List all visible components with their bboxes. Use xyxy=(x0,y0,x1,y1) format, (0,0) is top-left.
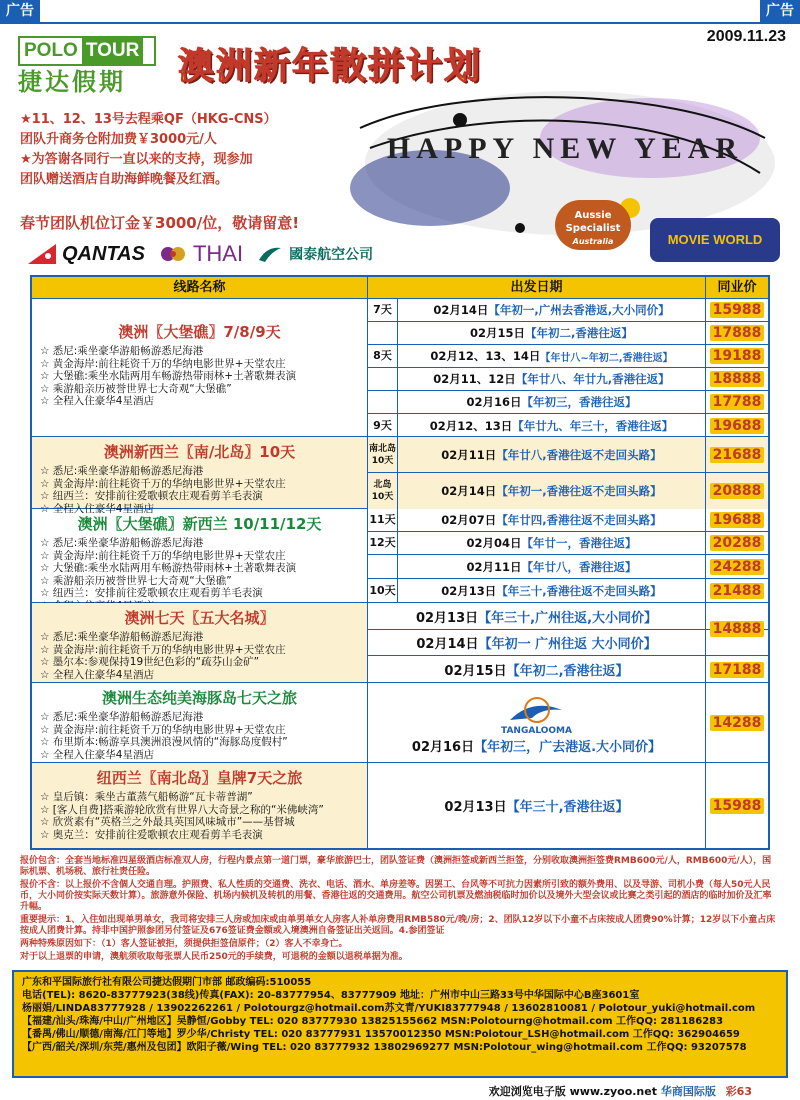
departure-date xyxy=(398,345,706,367)
note-paragraph: 报价不含：以上报价不含個人交通自理。护照费、私人性质的交通费、洗衣、电话、酒水、单房差等。因罢工、台风等不可抗力因素所引致的额外费用、以及导游、司机小费（每人50元人民币，大小同价按实际天数计算）。旅游意外保险、机场内候机及转机的用餐、香港往返的交通费用。航空公司机票及燃油税临时加价以及境外大型会议或比赛之类引起的酒店的临时加价及汇率升幅。 xyxy=(20,880,772,912)
list-item: ☆ 奥克兰：安排前往爱歌顿农庄观看剪羊毛表演 xyxy=(40,829,359,842)
route-info xyxy=(32,603,368,682)
list-item: ☆ 黄金海岸:前往耗资千万的华纳电影世界+天堂农庄 xyxy=(40,358,359,371)
price-value: 17188 xyxy=(710,662,765,678)
table-row xyxy=(368,763,768,848)
footer-website: 欢迎浏览电子版 www.zyoo.net xyxy=(488,1085,657,1098)
departure-date xyxy=(398,322,706,344)
date-value: 02月14日 xyxy=(416,637,479,652)
duration: 7天 xyxy=(368,299,398,321)
table-row xyxy=(368,414,768,437)
route-title: 纽西兰〖南北岛〗皇牌7天之旅 xyxy=(96,769,303,787)
duration xyxy=(368,322,398,344)
price-value: 15988 xyxy=(710,798,765,814)
duration xyxy=(368,555,398,578)
route-title: 澳洲七天〖五大名城〗 xyxy=(124,609,275,627)
note-paragraph: 重要提示：1、入住如出现单男单女，我司将安排三人房或加床或由单男单女人房客人补单房费用RMB580元/晚/房；2、团队12岁以下小童不占床按成人团费90%计算；12岁以下小童占床按成人团费计算。持非中国护照参团另付签证及676签证费金额或入境澳洲自备签证出关返回。4.参团签证 xyxy=(20,915,776,936)
date-note: 【年廿八~年初二,香港往返】 xyxy=(540,352,673,364)
date-value: 02月14日 xyxy=(441,484,497,498)
thai-text: THAI xyxy=(192,241,244,266)
price xyxy=(706,532,768,554)
list-item: ☆ 黄金海岸:前往耗资千万的华纳电影世界+天堂农庄 xyxy=(40,724,359,737)
date-note: 【年初一,广州去香港返,大小同价】 xyxy=(488,303,670,317)
price-value: 17888 xyxy=(710,325,765,341)
route-info xyxy=(32,763,368,848)
route-group xyxy=(32,299,768,437)
departure-date xyxy=(368,656,706,683)
route-group xyxy=(32,437,768,515)
date-note: 【年廿四,香港往返不走回头路】 xyxy=(496,513,662,527)
polo-tour-logo xyxy=(18,36,156,98)
note-paragraph: 两种特殊原因如下：（1）客人签证被拒，须提供拒签信原件；（2）客人不幸身亡。 xyxy=(20,939,348,949)
dolphin-icon xyxy=(502,696,572,726)
price xyxy=(706,414,768,437)
top-rule xyxy=(0,22,800,24)
header-date: 出发日期 xyxy=(368,277,706,298)
logo-polo-text: POLO xyxy=(20,38,82,64)
cathay-logo xyxy=(257,244,373,264)
route-group xyxy=(32,603,768,683)
date-note: 【年廿八、年廿九,香港往返】 xyxy=(515,372,670,386)
tangalooma-logo-text: TANGALOOMA xyxy=(501,726,572,736)
route-group xyxy=(32,509,768,603)
footer-brand: 华商国际版 xyxy=(660,1085,716,1098)
header-route: 线路名称 xyxy=(32,277,368,298)
list-item: ☆ 墨尔本:参观保持19世纪色彩的“疏芬山金矿” xyxy=(40,656,359,669)
departure-date xyxy=(398,579,706,603)
date-value: 02月12、13、14日 xyxy=(430,349,541,363)
table-row xyxy=(368,391,768,414)
promo-text xyxy=(20,110,350,190)
happy-new-year-text: HAPPY NEW YEAR xyxy=(386,132,744,165)
note-paragraph: 报价包含：全套当地标准四星级酒店标准双人房，行程内景点第一道门票，豪华旅游巴士，团队签证费（澳洲拒签或新西兰拒签，分别收取澳洲拒签费RMB600元/人，RMB600元/人），国际机票、机场税、旅行社责任险。 xyxy=(20,856,772,877)
list-item: ☆ 全程入住豪华4星酒店 xyxy=(40,503,359,516)
table-row xyxy=(368,299,768,322)
price-value: 21488 xyxy=(710,583,765,599)
contact-line: 【福建/汕头/珠海/中山/广州地区】吴静恒/Gobby TEL: 020 83777930 13825155662 MSN:Polotourng@hotmail.com 工作QQ: 281186283 xyxy=(22,1016,724,1027)
date-value: 02月13日 xyxy=(441,584,497,598)
table-row xyxy=(368,509,768,532)
departure-date xyxy=(398,391,706,413)
list-item: ☆ 悉尼:乘坐豪华游船畅游悉尼海港 xyxy=(40,711,359,724)
logo-chinese-text: 捷达假期 xyxy=(18,68,126,96)
list-item: ☆ 悉尼:乘坐豪华游船畅游悉尼海港 xyxy=(40,631,359,644)
date-note: 【年廿一，香港往返】 xyxy=(521,536,637,550)
contact-line: 杨丽娟/LINDA83777928 / 13902262261 / Polotourgz@hotmail.com苏文青/YUKI83777948 / 13602810081 / Polotour_yuki@hotmail.com xyxy=(22,1003,756,1014)
price xyxy=(706,391,768,413)
price xyxy=(706,437,768,472)
ad-label-right: 广告 xyxy=(760,0,800,22)
date-note: 【年初三，香港往返】 xyxy=(521,395,637,409)
table-row xyxy=(368,683,768,763)
list-item: ☆ 全程入住豪华4星酒店 xyxy=(40,749,359,762)
cathay-text: 國泰航空公司 xyxy=(289,247,374,263)
price-value: 15988 xyxy=(710,302,765,318)
departure-date xyxy=(398,437,706,472)
brushwing-icon xyxy=(257,244,283,264)
price xyxy=(706,656,768,683)
list-item: ☆ 黄金海岸:前往耗资千万的华纳电影世界+天堂农庄 xyxy=(40,550,359,563)
duration: 12天 xyxy=(368,532,398,554)
price-value: 20288 xyxy=(710,535,765,551)
price-value: 21688 xyxy=(710,447,765,463)
price-value: 18888 xyxy=(710,371,765,387)
list-item: ☆ 皇后镇：乘坐古董蒸气船畅游“瓦卡蒂普湖” xyxy=(40,791,359,804)
price-value: 14288 xyxy=(710,715,765,731)
list-item: ☆ 悉尼:乘坐豪华游船畅游悉尼海港 xyxy=(40,345,359,358)
list-item: ☆ 纽西兰：安排前往爱歌顿农庄观看剪羊毛表演 xyxy=(40,490,359,503)
note-paragraph: 对于以上退票的申请，澳航须收取每张票人民币250元的手续费，可退税的金额以退税单据为准。 xyxy=(20,952,408,962)
aussie-line2: Specialist xyxy=(565,223,621,234)
route-bullets xyxy=(40,711,359,761)
contact-line: 【广西/韶关/深圳/东莞/惠州及包团】欧阳子薇/Wing TEL: 020 83777932 13802969277 MSN:Polotour_wing@hotmail.com 工作QQ: 93207578 xyxy=(22,1042,747,1053)
departure-date xyxy=(398,414,706,437)
departure-date xyxy=(368,603,706,629)
departure-date xyxy=(398,473,706,509)
list-item: ☆ 全程入住豪华4星酒店 xyxy=(40,669,359,682)
date-value: 02月11日 xyxy=(441,447,497,462)
aussie-line1: Aussie xyxy=(574,210,612,221)
route-bullets xyxy=(40,537,359,612)
kangaroo-icon xyxy=(28,244,56,264)
logo-tour-text: TOUR xyxy=(82,38,143,64)
list-item: ☆ 大堡礁:乘坐水陆两用车畅游热带雨林+土著歌舞表演 xyxy=(40,562,359,575)
table-header xyxy=(32,277,768,299)
list-item: ☆ 黄金海岸:前往耗资千万的华纳电影世界+天堂农庄 xyxy=(40,644,359,657)
terms-notes xyxy=(20,856,780,965)
price xyxy=(706,555,768,578)
list-item: ☆ 悉尼:乘坐豪华游船畅游悉尼海港 xyxy=(40,465,359,478)
date-note: 【年三十,香港往返】 xyxy=(506,800,629,815)
date-note: 【年三十,广州往返,大小同价】 xyxy=(478,610,658,626)
date-value: 02月04日 xyxy=(466,536,522,550)
date-note: 【年初一 广州往返 大小同价】 xyxy=(478,637,657,652)
orchid-icon xyxy=(159,242,187,266)
date-note: 【年廿九、年三十，香港往返】 xyxy=(512,418,674,433)
list-item: ☆ 乘游船亲历被誉世界七大奇观“大堡礁” xyxy=(40,383,359,396)
list-item: ☆ 黄金海岸:前往耗资千万的华纳电影世界+天堂农庄 xyxy=(40,478,359,491)
departure-date xyxy=(398,368,706,390)
duration: 9天 xyxy=(368,414,398,437)
route-bullets xyxy=(40,631,359,681)
date-value: 02月07日 xyxy=(441,513,497,527)
price-value: 19688 xyxy=(710,418,765,434)
price xyxy=(706,345,768,367)
price-merged xyxy=(706,603,768,656)
departure-date xyxy=(368,683,706,763)
table-row xyxy=(368,579,768,603)
date-value: 02月12、13日 xyxy=(429,418,513,433)
qantas-logo xyxy=(28,243,145,266)
price-value: 19688 xyxy=(710,512,765,528)
departure-date xyxy=(398,299,706,321)
header-price: 同业价 xyxy=(717,280,757,295)
duration xyxy=(368,391,398,413)
list-item: ☆ 悉尼:乘坐豪华游船畅游悉尼海港 xyxy=(40,537,359,550)
table-row xyxy=(368,656,768,683)
route-bullets xyxy=(40,791,359,841)
route-info xyxy=(32,299,368,436)
table-row xyxy=(368,532,768,555)
promo-line: ★为答谢各同行一直以来的支持，现参加 xyxy=(20,152,253,167)
duration: 11天 xyxy=(368,509,398,531)
contact-panel xyxy=(12,970,788,1078)
qantas-text: QANTAS xyxy=(62,242,145,265)
route-info xyxy=(32,437,368,515)
date-value: 02月16日 xyxy=(466,395,522,409)
list-item: ☆ [客人自费]搭乘游轮欣赏有世界八大奇景之称的“米佛峡湾” xyxy=(40,804,359,817)
duration xyxy=(368,368,398,390)
departure-date xyxy=(398,532,706,554)
list-item: ☆ 欣赏素有“英格兰之外最具英国风味城市”——基督城 xyxy=(40,816,359,829)
date-value: 02月15日 xyxy=(444,664,507,679)
movie-world-logo: MOVIE WORLD xyxy=(650,218,780,262)
price-value: 19188 xyxy=(710,348,765,364)
list-item: ☆ 乘游船亲历被誉世界七大奇观“大堡礁” xyxy=(40,575,359,588)
date-note: 【年廿八,香港往返不走回头路】 xyxy=(496,447,662,462)
route-info xyxy=(32,683,368,762)
issue-date: 2009.11.23 xyxy=(706,28,786,45)
duration: 南北岛 10天 xyxy=(368,437,398,472)
contact-line: 【番禺/佛山/顺德/南海/江门等地】罗少华/Christy TEL: 020 83777931 13570012350 MSN:Polotour_LSH@hotmail.com 工作QQ: 362904659 xyxy=(22,1029,740,1040)
route-title: 澳洲〖大堡礁〗新西兰 10/11/12天 xyxy=(77,515,322,533)
route-group xyxy=(32,683,768,763)
list-item: ☆ 纽西兰：安排前往爱歌顿农庄观看剪羊毛表演 xyxy=(40,587,359,600)
table-row xyxy=(368,473,768,509)
date-note: 【年初三，广去港返.大小同价】 xyxy=(474,740,662,755)
date-note: 【年三十,香港往返不走回头路】 xyxy=(496,584,662,598)
price xyxy=(706,299,768,321)
page-number: 彩63 xyxy=(725,1085,752,1098)
price xyxy=(706,509,768,531)
list-item: ☆ 全程入住豪华4星酒店 xyxy=(40,395,359,408)
departure-date xyxy=(368,763,706,848)
route-group xyxy=(32,763,768,848)
route-title: 澳洲〖大堡礁〗7/8/9天 xyxy=(118,323,281,341)
route-title: 澳洲新西兰〖南/北岛〗10天 xyxy=(103,443,296,461)
date-note: 【年廿八，香港往返】 xyxy=(521,559,637,574)
date-value: 02月15日 xyxy=(470,326,526,340)
list-item: ☆ 布里斯本:畅游享具澳洲浪漫风情的“海豚岛度假村” xyxy=(40,736,359,749)
promo-line: ★11、12、13号去程乘QF（HKG-CNS） xyxy=(20,112,277,127)
date-value: 02月11日 xyxy=(466,559,522,574)
price xyxy=(706,683,768,763)
ad-label-left: 广告 xyxy=(0,0,40,22)
headline: 澳洲新年散拼计划 xyxy=(178,46,483,87)
table-row xyxy=(368,555,768,579)
date-value: 02月11、12日 xyxy=(433,372,516,386)
list-item: ☆ 大堡礁:乘坐水陆两用车畅游热带雨林+土著歌舞表演 xyxy=(40,370,359,383)
aussie-line3: Australia xyxy=(572,237,614,246)
date-value: 02月13日 xyxy=(415,610,479,626)
date-value: 02月16日 xyxy=(411,740,475,755)
price xyxy=(706,473,768,509)
price xyxy=(706,579,768,603)
table-row xyxy=(368,345,768,368)
table-row xyxy=(368,368,768,391)
contact-line: 广东和平国际旅行社有限公司捷达假期门市部 邮政编码:510055 xyxy=(22,977,312,988)
route-bullets xyxy=(40,345,359,408)
date-note: 【年初二,香港往返】 xyxy=(506,664,629,679)
route-bullets xyxy=(40,465,359,515)
price-value: 14888 xyxy=(710,621,765,637)
promo-line: 团队升商务仓附加费￥3000元/人 xyxy=(20,132,217,147)
date-value: 02月14日 xyxy=(433,303,489,317)
price-value: 24288 xyxy=(710,559,765,575)
contact-line: 电话(TEL): 8620-83777923(38线)传真(FAX): 20-83777954、83777909 地址：广州市中山三路33号中华国际中心B座3601室 xyxy=(22,990,640,1001)
price xyxy=(706,368,768,390)
price-value: 17788 xyxy=(710,394,765,410)
date-note: 【年初二,香港往返】 xyxy=(525,326,633,340)
duration: 北岛 10天 xyxy=(368,473,398,509)
date-value: 02月13日 xyxy=(444,800,507,815)
departure-date xyxy=(368,630,706,655)
duration: 8天 xyxy=(368,345,398,367)
page-footer xyxy=(0,1080,800,1100)
promo-line: 团队赠送酒店自助海鲜晚餐及红酒。 xyxy=(20,172,229,187)
route-info xyxy=(32,509,368,602)
departure-date xyxy=(398,509,706,531)
departure-date xyxy=(398,555,706,578)
airline-logos xyxy=(28,240,668,268)
price xyxy=(706,322,768,344)
price-value: 20888 xyxy=(710,483,765,499)
itinerary-table xyxy=(30,275,770,850)
thai-logo xyxy=(159,241,243,267)
table-row xyxy=(368,322,768,345)
route-title: 澳洲生态纯美海豚岛七天之旅 xyxy=(101,689,297,707)
deposit-notice: 春节团队机位订金￥3000/位，敬请留意! xyxy=(20,214,300,232)
table-row xyxy=(368,437,768,473)
duration: 10天 xyxy=(368,579,398,603)
date-note: 【年初一,香港往返不走回头路】 xyxy=(496,484,662,498)
price xyxy=(706,763,768,848)
